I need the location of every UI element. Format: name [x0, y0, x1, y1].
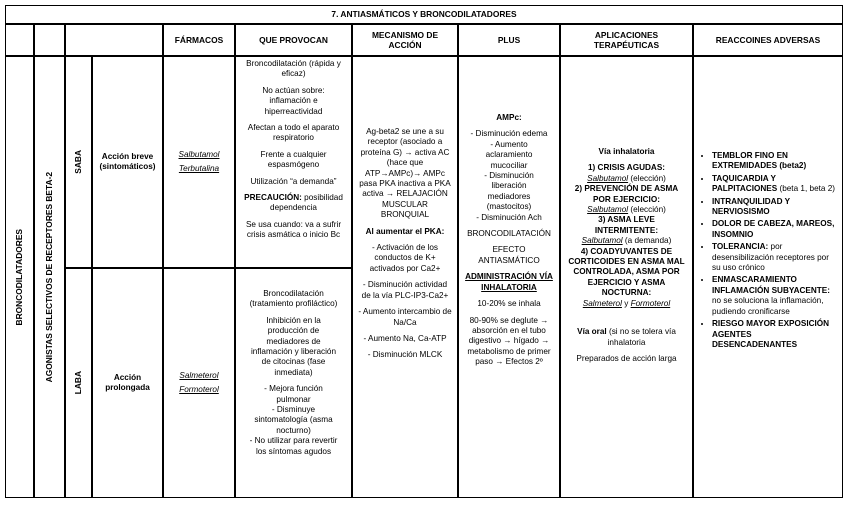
mecanismo-cell	[352, 56, 458, 498]
plus-admin-title: ADMINISTRACIÓN VÍA INHALATORIA	[465, 272, 553, 292]
laba-provoca-2: Inhibición en la producción de mediadores de inflamación y liberación de citocinas (fase inmediata)	[250, 315, 337, 377]
header-que-provocan-text: QUE PROVOCAN	[259, 34, 328, 45]
plus-cell	[458, 56, 560, 498]
plus-bronco: BRONCODILATACIÓN	[467, 229, 551, 239]
header-farmacos	[163, 24, 235, 56]
saba-provoca-1: Broncodilatación (rápida y eficaz)	[246, 59, 341, 79]
header-plus	[458, 24, 560, 56]
aplic-via-oral-label: Vía oral	[577, 327, 607, 337]
laba-farmaco-formoterol: Formoterol	[179, 385, 219, 394]
aplic-item-4-and: y	[621, 298, 631, 308]
saba-tipo	[92, 56, 163, 268]
aplicaciones-cell	[560, 56, 693, 498]
reaccion-item	[712, 319, 836, 350]
laba-farmaco-salmeterol: Salmeterol	[179, 370, 219, 380]
header-blank-3	[65, 24, 163, 56]
aplic-item-4: 4) COADYUVANTES DE CORTICOIDES EN ASMA MAL CONTROLADA, ASMA POR EJERCICIO Y ASMA NOCTURNA:	[568, 246, 685, 298]
saba-precaucion-text: posibilidad dependencia	[270, 193, 343, 213]
aplic-item-4-detail	[583, 299, 670, 309]
plus-efecto: EFECTO ANTIASMÁTICO	[478, 245, 540, 265]
reaccion-6-b: ENMASCARAMIENTO INFLAMACIÓN SUBYACENTE:	[712, 275, 830, 295]
saba-precaucion-label: PRECAUCIÓN:	[244, 193, 302, 203]
saba-farmaco-salbutamol: Salbutamol	[178, 149, 220, 159]
reaccion-2-b: TAQUICARDIA Y PALPITACIONES	[712, 173, 778, 194]
mecanismo-pka-2: - Disminución actividad de la vía PLC-IP3-Ca2+	[361, 280, 449, 300]
laba-provocan	[235, 268, 352, 498]
header-plus-text: PLUS	[497, 34, 521, 45]
saba-uso: Se usa cuando: va a sufrir crisis asmática o inicio Bc	[245, 219, 342, 240]
header-reacciones	[693, 24, 843, 56]
laba-tipo	[92, 268, 163, 498]
reaccion-6-n: no se soluciona la inflamación, pudiendo cronificarse	[712, 296, 824, 316]
plus-ampc-title: AMPc:	[496, 113, 522, 122]
header-blank-1	[5, 24, 34, 56]
group-broncodilatadores-label: BRONCODILATADORES	[14, 228, 25, 326]
reaccion-item	[712, 197, 836, 218]
aplic-item-1-detail	[587, 174, 666, 184]
header-reacciones-text: REACCOINES ADVERSAS	[715, 34, 821, 45]
aplic-preparados: Preparados de acción larga	[576, 353, 677, 363]
reaccion-5-b: TOLERANCIA:	[712, 242, 769, 252]
mecanismo-pka-4: - Aumento Na, Ca-ATP	[363, 333, 447, 343]
saba-farmacos	[163, 56, 235, 268]
subgroup-agonistas	[34, 56, 65, 498]
aplic-item-1-note: (elección)	[628, 173, 666, 183]
mecanismo-intro: Ag-beta2 se une a su receptor (asociado a proteína G) → activa AC (hace que ATP→AMPc)→ AMPc pasa PKA inactiva a PKA activa → RELAJACIÓN MUSCULAR BRONQUIAL	[359, 127, 451, 220]
reaccion-item	[712, 219, 836, 240]
table-title-text: 7. ANTIASMÁTICOS Y BRONCODILATADORES	[331, 9, 517, 20]
aplic-via-oral-text: (si no se tolera vía inhalatoria	[606, 327, 676, 347]
reaccion-3-b: INTRANQUILIDAD Y NERVIOSISMO	[712, 196, 790, 217]
reaccion-item	[712, 151, 836, 172]
aplic-item-4-drug-1: Salmeterol	[582, 298, 622, 308]
reacciones-list	[700, 151, 836, 352]
reaccion-item	[712, 242, 836, 273]
reaccion-7-b: RIESGO MAYOR EXPOSICIÓN AGENTES DESENCADENANTES	[712, 319, 830, 349]
aplic-item-2: 2) PREVENCIÓN DE ASMA POR EJERCICIO:	[574, 184, 679, 204]
mecanismo-pka-5: - Disminución MLCK	[367, 350, 443, 360]
saba-provoca-5: Utilización “a demanda”	[250, 176, 337, 186]
saba-provoca-3: Afectan a todo el aparato respiratorio	[247, 123, 340, 143]
aplic-item-3-drug: Salbutamol	[581, 236, 623, 246]
saba-provoca-4: Frente a cualquier espasmógeno	[260, 149, 327, 170]
saba-provoca-2: No actúan sobre: inflamación e hiperreactividad	[262, 85, 325, 116]
plus-ampc-3: - Disminución liberación mediadores (mastocitos)	[484, 171, 534, 212]
laba-provoca-5: - No utilizar para revertir los síntomas agudos	[249, 436, 338, 456]
reaccion-4-b: DOLOR DE CABEZA, MAREOS, INSOMNIO	[712, 219, 835, 239]
plus-ampc-1: - Disminución edema	[470, 129, 548, 139]
aplic-item-2-drug: Salbutamol	[587, 205, 629, 215]
header-que-provocan	[235, 24, 352, 56]
laba-tipo-text: Acción prolongada	[105, 372, 150, 392]
header-aplicaciones-text: APLICACIONES TERAPÉUTICAS	[593, 29, 660, 50]
plus-admin-pct: 10-20% se inhala	[477, 299, 541, 309]
reaccion-1-b: TEMBLOR FINO EN EXTREMIDADES (beta2)	[712, 151, 807, 171]
aplic-item-2-detail	[587, 205, 666, 215]
header-mecanismo-text: MECANISMO DE ACCIÓN	[371, 29, 439, 50]
mecanismo-pka-1: - Activación de los conductos de K+ activados por Ca2+	[369, 243, 441, 273]
saba-precaucion	[242, 193, 345, 214]
plus-ampc-2: - Aumento aclaramiento mucociliar	[485, 139, 533, 170]
laba-provoca-1: Broncodilatación (tratamiento profiláctico)	[249, 289, 338, 309]
aplic-via-inhalatoria: Vía inhalatoria	[598, 147, 655, 156]
plus-ampc-4: - Disminución Ach	[476, 212, 542, 222]
laba-label: LABA	[73, 371, 84, 395]
group-broncodilatadores	[5, 56, 34, 498]
header-farmacos-text: FÁRMACOS	[174, 34, 224, 45]
header-mecanismo	[352, 24, 458, 56]
saba-tipo-text: Acción breve (sintomáticos)	[99, 151, 156, 171]
mecanismo-pka-3: - Aumento intercambio de Na/Ca	[358, 307, 452, 327]
reacciones-cell	[693, 56, 843, 498]
saba-farmaco-terbutalina: Terbutalina	[178, 164, 220, 173]
plus-admin-text: 80-90% se deglute → absorción en el tubo digestivo → hígado → metabolismo de primer paso → Efectos 2º	[467, 315, 551, 367]
subgroup-agonistas-label: AGONISTAS SELECTIVOS DE RECEPTORES BETA-2	[44, 171, 55, 383]
aplic-item-1-drug: Salbutamol	[587, 173, 629, 183]
aplic-item-3-note: (a demanda)	[622, 236, 672, 246]
saba-label: SABA	[73, 150, 84, 174]
header-blank-2	[34, 24, 65, 56]
reaccion-5-n: por desensibilización receptores por su uso crónico	[712, 242, 829, 273]
laba-provoca-4: - Disminuye sintomatología (asma nocturno)	[254, 405, 333, 435]
reaccion-2-n: (beta 1, beta 2)	[777, 184, 836, 194]
aplic-item-3-detail	[582, 236, 672, 246]
table-title	[5, 5, 843, 24]
laba-label-cell	[65, 268, 92, 498]
aplic-item-2-note: (elección)	[628, 205, 666, 215]
saba-provocan	[235, 56, 352, 268]
laba-farmacos	[163, 268, 235, 498]
laba-provoca-3: - Mejora función pulmonar	[264, 384, 323, 404]
header-aplicaciones	[560, 24, 693, 56]
reaccion-item	[712, 275, 836, 317]
aplic-item-3: 3) ASMA LEVE INTERMITENTE:	[594, 215, 659, 235]
saba-label-cell	[65, 56, 92, 268]
aplic-item-1: 1) CRISIS AGUDAS:	[587, 163, 666, 173]
reaccion-item	[712, 174, 836, 195]
aplic-item-4-drug-2: Formoterol	[630, 298, 671, 308]
mecanismo-pka-title: Al aumentar el PKA:	[365, 226, 445, 236]
aplic-via-oral	[566, 327, 687, 348]
